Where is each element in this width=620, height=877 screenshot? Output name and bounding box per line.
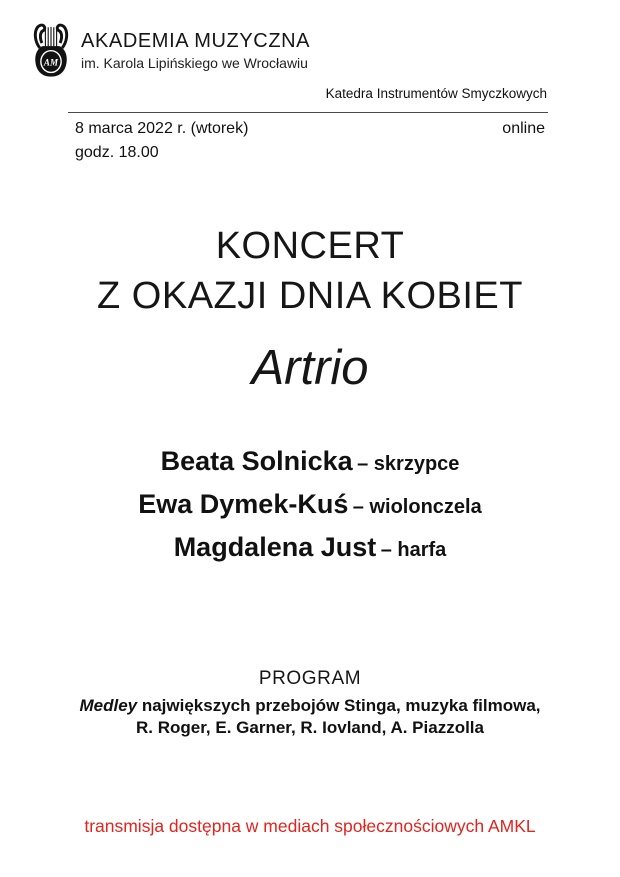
svg-text:AM: AM <box>43 57 59 68</box>
performer-name: Magdalena Just <box>173 532 377 562</box>
performer-name: Ewa Dymek-Kuś <box>138 489 349 519</box>
event-date-row <box>75 120 545 138</box>
academy-name-block <box>81 29 310 72</box>
program-line1-rest: największych przebojów Stinga, muzyka filmowa, <box>137 696 541 715</box>
performer-instrument: – wiolonczela <box>352 496 482 518</box>
performers-list <box>0 442 620 571</box>
event-date: 8 marca 2022 r. (wtorek) <box>75 120 249 137</box>
concert-title <box>0 221 620 321</box>
performer-name: Beata Solnicka <box>160 446 353 476</box>
performer-instrument: – harfa <box>380 539 447 561</box>
event-mode: online <box>502 120 545 137</box>
program-section <box>0 668 620 739</box>
transmission-note: transmisja dostępna w mediach społecznościowych AMKL <box>84 816 536 836</box>
lyre-logo-icon <box>30 22 72 78</box>
concert-title-line2: Z OKAZJI DNIA KOBIET <box>97 275 523 317</box>
concert-title-line1: KONCERT <box>215 225 405 267</box>
program-heading: PROGRAM <box>258 668 362 689</box>
header-divider <box>68 112 548 113</box>
performer-row <box>0 485 620 528</box>
academy-header <box>30 22 310 78</box>
academy-name: AKADEMIA MUZYCZNA <box>81 29 311 52</box>
performer-instrument: – skrzypce <box>357 453 460 475</box>
program-medley-word: Medley <box>79 696 138 715</box>
program-line1 <box>0 695 620 717</box>
event-time: godz. 18.00 <box>75 144 159 161</box>
ensemble-name: Artrio <box>251 341 369 395</box>
department-name: Katedra Instrumentów Smyczkowych <box>325 86 547 101</box>
performer-row <box>0 528 620 571</box>
academy-subtitle: im. Karola Lipińskiego we Wrocławiu <box>81 54 308 71</box>
program-line2: R. Roger, E. Garner, R. Iovland, A. Piazzolla <box>136 718 484 737</box>
performer-row <box>0 442 620 485</box>
